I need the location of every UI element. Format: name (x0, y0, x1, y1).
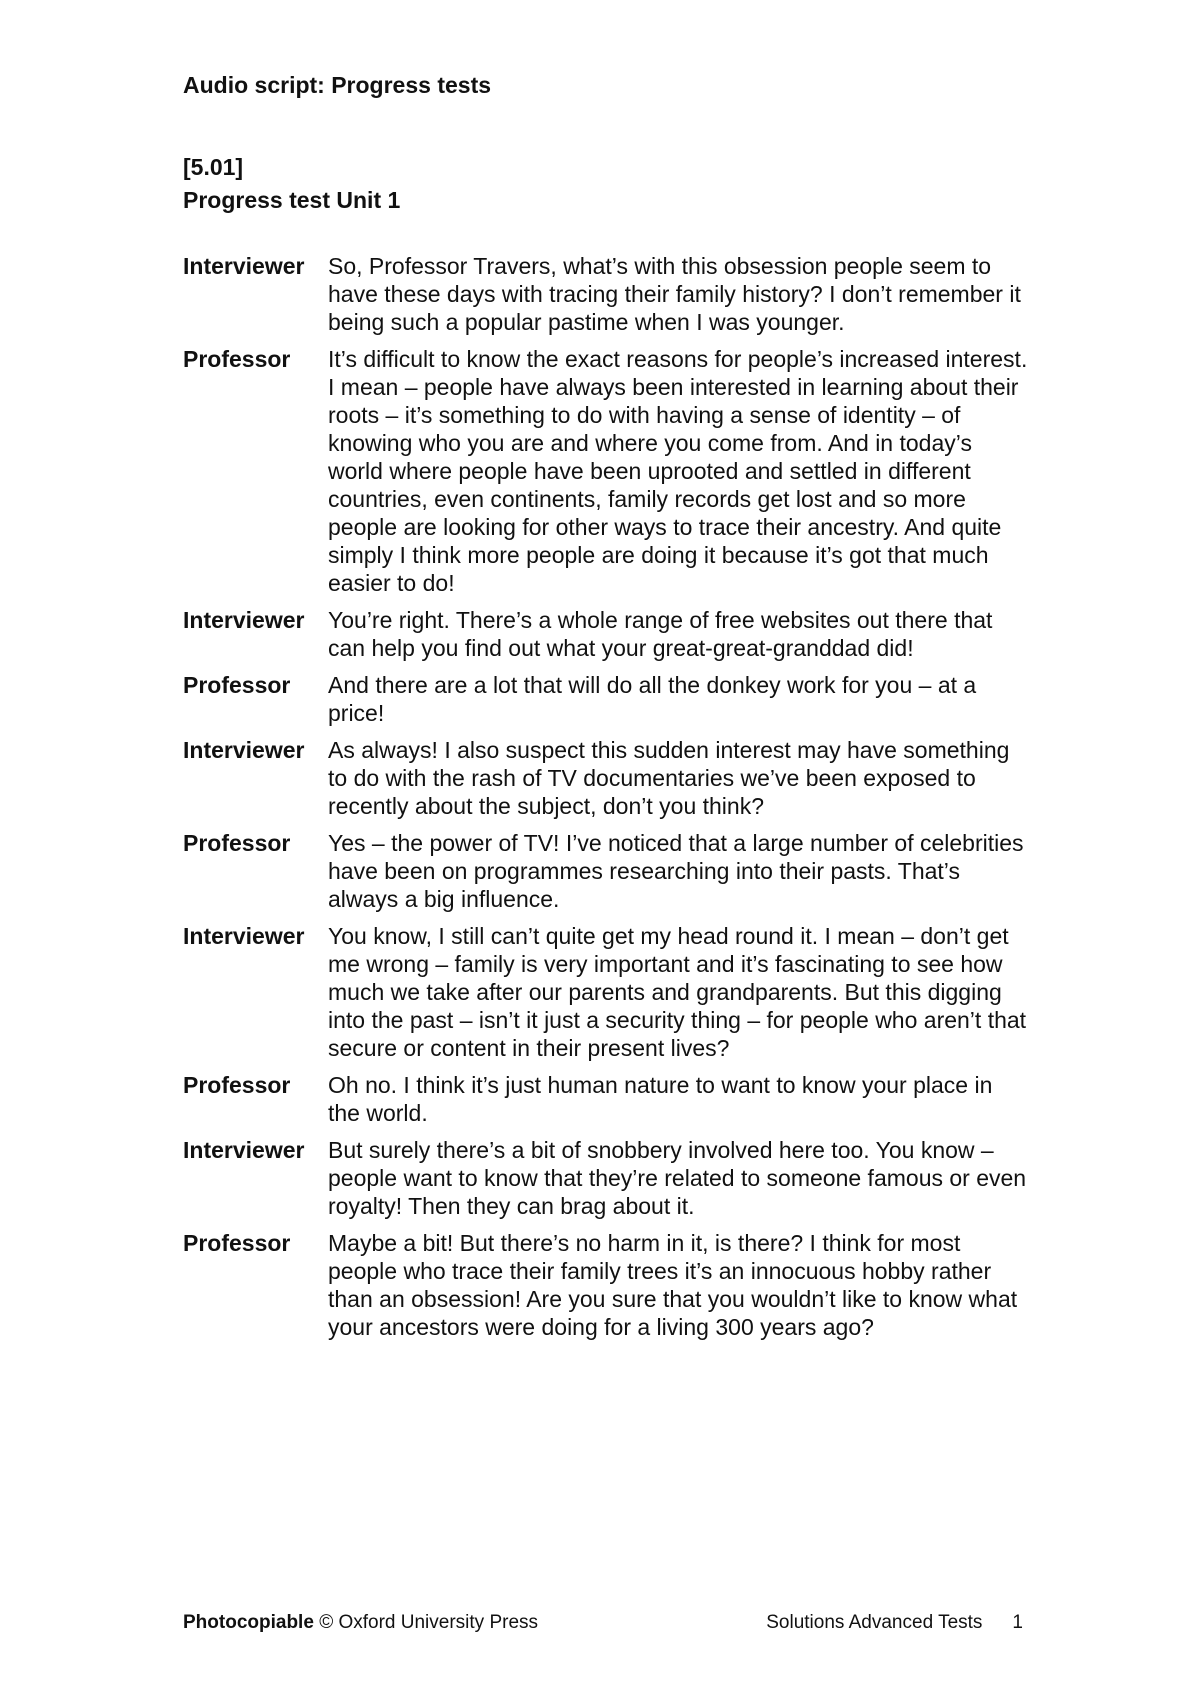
speaker-line: Maybe a bit! But there’s no harm in it, is there? I think for most people who trace their family trees it’s an innocuous hobby rather than an obsession! Are you sure that you wouldn’t like to know what your ancestors were doing for a living 300 years ago? (328, 1230, 1018, 1340)
dialogue-turn (183, 671, 1033, 727)
page-footer (183, 1612, 1023, 1634)
speaker-label: Interviewer (183, 923, 305, 949)
page-number: 1 (1012, 1612, 1023, 1633)
dialogue-turn (183, 606, 1033, 662)
dialogue-turn (183, 1229, 1033, 1341)
dialogue-turn (183, 736, 1033, 820)
speaker-label: Interviewer (183, 607, 305, 633)
speaker-label: Professor (183, 1072, 291, 1098)
dialogue-turn (183, 922, 1033, 1062)
speaker-line: But surely there’s a bit of snobbery involved here too. You know – people want to know that they’re related to someone famous or even royalty! Then they can brag about it. (328, 1137, 1027, 1219)
document-title: Audio script: Progress tests (183, 72, 492, 98)
dialogue-turn (183, 829, 1033, 913)
footer-book-info (766, 1612, 1023, 1634)
speaker-line: Oh no. I think it’s just human nature to want to know your place in the world. (328, 1072, 993, 1126)
speaker-label: Professor (183, 1230, 291, 1256)
speaker-label: Interviewer (183, 253, 305, 279)
speaker-line: Yes – the power of TV! I’ve noticed that a large number of celebrities have been on programmes researching into their pasts. That’s always a big influence. (328, 830, 1024, 912)
track-id: [5.01] (183, 154, 244, 180)
speaker-label: Interviewer (183, 737, 305, 763)
dialogue-turn (183, 345, 1033, 597)
speaker-line: As always! I also suspect this sudden interest may have something to do with the rash of TV documentaries we’ve been exposed to recently about the subject, don’t you think? (328, 737, 1010, 819)
photocopiable-label: Photocopiable (183, 1612, 314, 1633)
footer-copyright (183, 1612, 538, 1634)
dialogue-turn (183, 1136, 1033, 1220)
section-title: Progress test Unit 1 (183, 187, 401, 213)
speaker-label: Interviewer (183, 1137, 305, 1163)
dialogue-turn (183, 252, 1033, 336)
speaker-line: It’s difficult to know the exact reasons for people’s increased interest. I mean – people have always been interested in learning about their roots – it’s something to do with having a sense of identity – of knowing who you are and where you come from. And in today’s world where people have been uprooted and settled in different countries, even continents, family records get lost and so more people are looking for other ways to trace their ancestry. And quite simply I think more people are doing it because it’s got that much easier to do! (328, 346, 1028, 596)
speaker-label: Professor (183, 672, 291, 698)
speaker-line: You’re right. There’s a whole range of free websites out there that can help you find out what your great-great-granddad did! (328, 607, 993, 661)
speaker-label: Professor (183, 830, 291, 856)
speaker-label: Professor (183, 346, 291, 372)
publisher-label: © Oxford University Press (319, 1612, 539, 1633)
speaker-line: You know, I still can’t quite get my head round it. I mean – don’t get me wrong – family is very important and it’s fascinating to see how much we take after our parents and grandparents. But this digging into the past – isn’t it just a security thing – for people who aren’t that secure or content in their present lives? (328, 923, 1027, 1061)
dialogue-turn (183, 1071, 1033, 1127)
dialogue-transcript (183, 252, 1033, 1350)
book-title: Solutions Advanced Tests (766, 1612, 983, 1633)
speaker-line: So, Professor Travers, what’s with this obsession people seem to have these days with tracing their family history? I don’t remember it being such a popular pastime when I was younger. (328, 253, 1021, 335)
speaker-line: And there are a lot that will do all the donkey work for you – at a price! (328, 672, 977, 726)
